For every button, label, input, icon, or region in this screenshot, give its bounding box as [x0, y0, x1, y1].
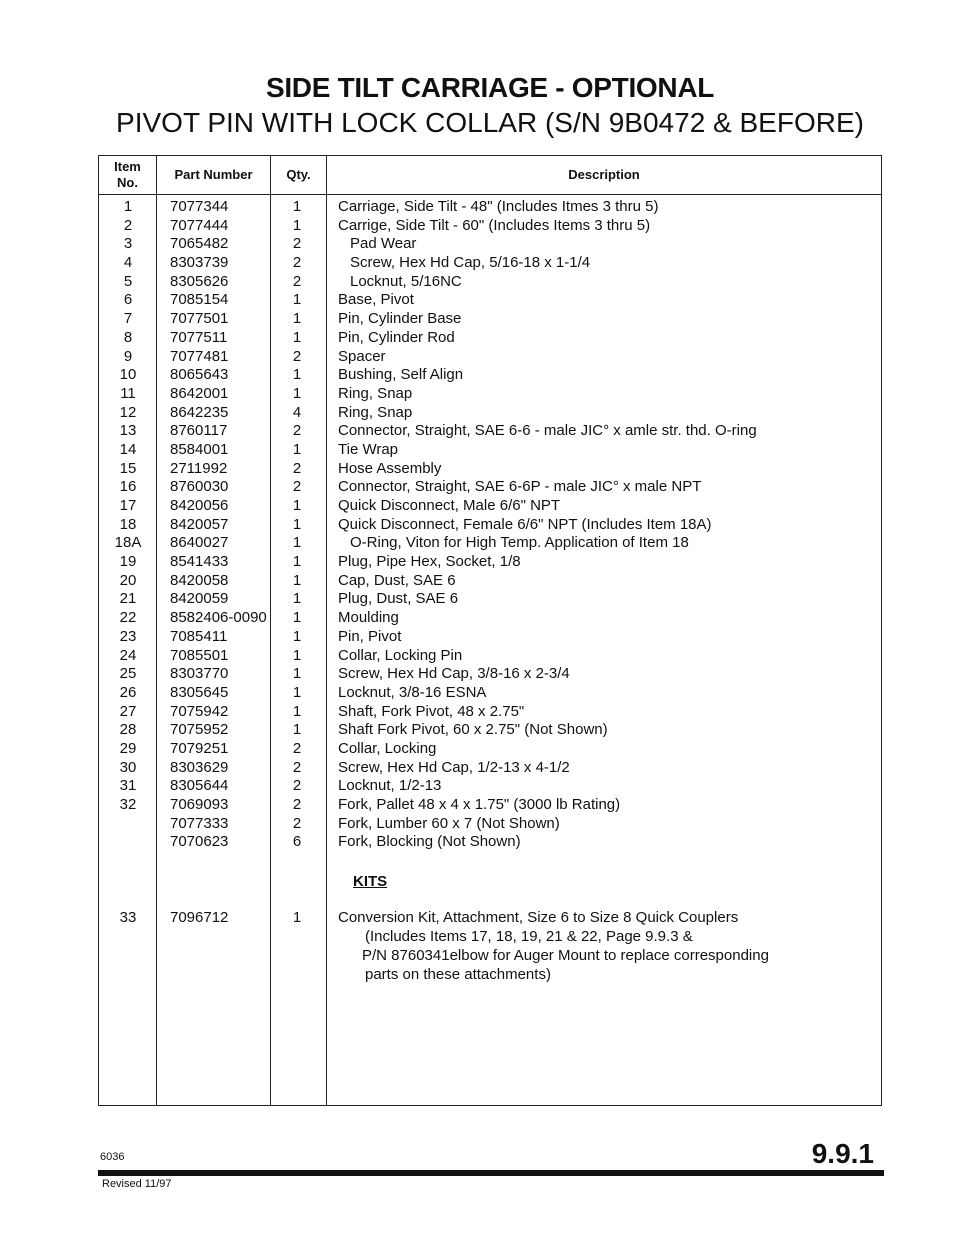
parts-table: [98, 155, 882, 1106]
part-number: 8303629: [170, 758, 229, 776]
item-no: 18: [119, 515, 137, 533]
item-no: 6: [123, 291, 133, 309]
table-row: [99, 235, 881, 254]
description: Fork, Pallet 48 x 4 x 1.75" (3000 lb Rating): [338, 796, 621, 813]
item-no: 13: [119, 422, 137, 440]
quantity: 1: [292, 440, 302, 458]
header-description: Description: [568, 167, 640, 182]
table-row: [99, 478, 881, 497]
part-number: 7096712: [170, 909, 229, 926]
description: Base, Pivot: [338, 291, 414, 309]
part-number: 8420057: [170, 515, 229, 533]
description: Fork, Blocking (Not Shown): [338, 833, 521, 851]
item-no: 21: [119, 590, 137, 608]
table-row: [99, 740, 881, 759]
part-number: 8582406-0090: [170, 609, 267, 627]
quantity: 2: [292, 814, 302, 832]
item-no: 15: [119, 459, 137, 477]
description: Bushing, Self Align: [338, 366, 464, 384]
description: Fork, Lumber 60 x 7 (Not Shown): [338, 814, 560, 832]
quantity: 1: [292, 909, 302, 926]
table-row: [99, 759, 881, 778]
quantity: 1: [292, 384, 302, 402]
quantity: 1: [292, 291, 302, 309]
table-row: [99, 497, 881, 516]
item-no: 7: [123, 310, 133, 328]
item-no: 9: [123, 347, 133, 365]
table-row: [99, 609, 881, 628]
quantity: 1: [292, 590, 302, 608]
description: Pin, Cylinder Rod: [338, 328, 455, 346]
description-continued: (Includes Items 17, 18, 19, 21 & 22, Page 9.9.3 &: [365, 928, 693, 945]
part-number: 8303770: [170, 665, 229, 683]
part-number: 8584001: [170, 440, 229, 458]
quantity: 1: [292, 553, 302, 571]
item-no: 4: [123, 254, 133, 272]
quantity: 1: [292, 571, 302, 589]
item-no: 28: [119, 721, 137, 739]
parts-rows: [99, 198, 881, 852]
description: Collar, Locking: [338, 739, 437, 757]
quantity: 1: [292, 683, 302, 701]
item-no: 31: [119, 777, 137, 795]
quantity: 1: [292, 627, 302, 645]
description: Locknut, 1/2-13: [338, 777, 442, 795]
table-row: [99, 329, 881, 348]
part-number: 7077481: [170, 347, 229, 365]
quantity: 1: [292, 721, 302, 739]
quantity: 1: [292, 216, 302, 234]
table-row: [99, 348, 881, 367]
header-part-number: Part Number: [174, 167, 253, 182]
table-row: [99, 460, 881, 479]
header-item-no: Item No.: [114, 159, 141, 190]
description: Quick Disconnect, Female 6/6" NPT (Includes Item 18A): [338, 515, 712, 533]
table-row: [99, 441, 881, 460]
description: Ring, Snap: [338, 384, 413, 402]
part-number: 8305626: [170, 272, 229, 290]
description: Cap, Dust, SAE 6: [338, 571, 456, 589]
item-no: 25: [119, 665, 137, 683]
description: Connector, Straight, SAE 6-6P - male JIC° x male NPT: [338, 478, 702, 496]
quantity: 1: [292, 646, 302, 664]
description: Carrige, Side Tilt - 60" (Includes Items 3 thru 5): [338, 216, 651, 234]
part-number: 8305645: [170, 683, 229, 701]
part-number: 8642001: [170, 384, 229, 402]
table-row: [99, 665, 881, 684]
page-number: 9.9.1: [811, 1138, 874, 1169]
table-row: [99, 404, 881, 423]
item-no: 20: [119, 571, 137, 589]
description: Moulding: [338, 609, 399, 627]
description: Connector, Straight, SAE 6-6 - male JIC° x amle str. thd. O-ring: [338, 422, 757, 440]
part-number: 8760117: [170, 422, 228, 440]
table-row: [99, 273, 881, 292]
table-row: [99, 684, 881, 703]
page-subtitle: PIVOT PIN WITH LOCK COLLAR (S/N 9B0472 & BEFORE): [116, 107, 864, 138]
kits-heading: KITS: [353, 873, 388, 890]
item-no: 27: [119, 702, 137, 720]
item-no: 5: [123, 272, 133, 290]
description: Plug, Pipe Hex, Socket, 1/8: [338, 553, 521, 571]
part-number: 7077501: [170, 310, 229, 328]
description-continued: parts on these attachments): [365, 966, 551, 983]
description: Pin, Pivot: [338, 627, 402, 645]
item-no: 12: [119, 403, 137, 421]
quantity: 6: [292, 833, 302, 851]
quantity: 1: [292, 702, 302, 720]
item-no: 22: [119, 609, 137, 627]
quantity: 2: [292, 796, 302, 813]
quantity: 1: [292, 534, 302, 552]
part-number: 2711992: [170, 459, 228, 477]
part-number: 8420056: [170, 497, 229, 514]
item-no: 23: [119, 627, 137, 645]
item-no: 10: [119, 366, 137, 384]
quantity: 1: [292, 515, 302, 533]
quantity: 1: [292, 328, 302, 346]
table-row: [99, 198, 881, 217]
quantity: 1: [292, 198, 302, 215]
quantity: 2: [292, 739, 302, 757]
revision-date: Revised 11/97: [102, 1178, 172, 1190]
table-row: [99, 385, 881, 404]
part-number: 7077344: [170, 198, 229, 215]
part-number: 8541433: [170, 553, 229, 571]
item-no: 3: [123, 235, 133, 253]
table-row: [99, 516, 881, 535]
description: Shaft Fork Pivot, 60 x 2.75" (Not Shown): [338, 721, 608, 739]
description: Collar, Locking Pin: [338, 646, 463, 664]
table-row: [99, 909, 881, 928]
part-number: 7077444: [170, 216, 229, 234]
description-continued: P/N 8760341elbow for Auger Mount to replace corresponding: [362, 947, 769, 964]
table-row: [99, 796, 881, 815]
item-no: 24: [119, 646, 137, 664]
table-row: [99, 628, 881, 647]
quantity: 2: [292, 272, 302, 290]
part-number: 8640027: [170, 534, 229, 552]
part-number: 7085154: [170, 291, 229, 309]
part-number: 7079251: [170, 739, 229, 757]
table-row: [99, 366, 881, 385]
part-number: 7070623: [170, 833, 229, 851]
part-number: 7069093: [170, 796, 229, 813]
description: Carriage, Side Tilt - 48" (Includes Itmes 3 thru 5): [338, 198, 659, 215]
quantity: 2: [292, 777, 302, 795]
description: Pin, Cylinder Base: [338, 310, 462, 328]
item-no: 26: [119, 683, 137, 701]
quantity: 1: [292, 497, 302, 514]
table-row: [99, 291, 881, 310]
quantity: 2: [292, 758, 302, 776]
part-number: 7085501: [170, 646, 229, 664]
part-number: 8760030: [170, 478, 229, 496]
part-number: 7075952: [170, 721, 229, 739]
quantity: 1: [292, 609, 302, 627]
header-divider: [99, 194, 881, 195]
quantity: 2: [292, 347, 302, 365]
part-number: 8303739: [170, 254, 229, 272]
table-row: [99, 422, 881, 441]
description: Quick Disconnect, Male 6/6" NPT: [338, 497, 561, 514]
description: O-Ring, Viton for High Temp. Application of Item 18: [350, 534, 689, 552]
part-number: 8420059: [170, 590, 229, 608]
quantity: 4: [292, 403, 302, 421]
item-no: 1: [123, 198, 133, 215]
part-number: 7077333: [170, 814, 229, 832]
quantity: 1: [292, 665, 302, 683]
part-number: 7065482: [170, 235, 229, 253]
description: Plug, Dust, SAE 6: [338, 590, 459, 608]
item-no: 11: [120, 384, 136, 402]
part-number: 8420058: [170, 571, 229, 589]
table-row: [99, 721, 881, 740]
item-no: 19: [119, 553, 137, 571]
description: Screw, Hex Hd Cap, 3/8-16 x 2-3/4: [338, 665, 570, 683]
footer-rule: [98, 1170, 884, 1176]
part-number: 7077511: [170, 328, 228, 346]
part-number: 8065643: [170, 366, 229, 384]
header-qty: Qty.: [286, 167, 311, 182]
quantity: 2: [292, 478, 302, 496]
part-number: 8305644: [170, 777, 229, 795]
table-row: [99, 815, 881, 834]
table-row: [99, 833, 881, 852]
item-no: 33: [119, 909, 137, 926]
table-row: [99, 553, 881, 572]
quantity: 2: [292, 459, 302, 477]
quantity: 2: [292, 235, 302, 253]
item-no: 14: [119, 440, 137, 458]
description: Screw, Hex Hd Cap, 1/2-13 x 4-1/2: [338, 758, 570, 776]
table-row: [99, 590, 881, 609]
item-no: 29: [119, 739, 137, 757]
item-no: 2: [123, 216, 133, 234]
item-no: 18A: [114, 534, 142, 552]
description: Screw, Hex Hd Cap, 5/16-18 x 1-1/4: [350, 254, 591, 272]
page-title: SIDE TILT CARRIAGE - OPTIONAL: [265, 72, 715, 103]
description: Shaft, Fork Pivot, 48 x 2.75": [338, 702, 525, 720]
item-no: 17: [119, 497, 137, 514]
item-no: 16: [119, 478, 137, 496]
part-number: 7075942: [170, 702, 229, 720]
part-number: 7085411: [170, 627, 228, 645]
description: Hose Assembly: [338, 459, 442, 477]
document-code: 6036: [100, 1151, 125, 1163]
item-no: 30: [119, 758, 137, 776]
description: Ring, Snap: [338, 403, 413, 421]
table-row: [99, 254, 881, 273]
description: Locknut, 5/16NC: [350, 272, 462, 290]
description: Locknut, 3/8-16 ESNA: [338, 683, 487, 701]
table-row: [99, 572, 881, 591]
description: Spacer: [338, 347, 386, 365]
quantity: 2: [292, 254, 302, 272]
quantity: 1: [292, 366, 302, 384]
table-row: [99, 647, 881, 666]
table-row: [99, 217, 881, 236]
quantity: 1: [292, 310, 302, 328]
description: Conversion Kit, Attachment, Size 6 to Size 8 Quick Couplers: [338, 909, 739, 926]
part-number: 8642235: [170, 403, 229, 421]
table-row: [99, 534, 881, 553]
description: Tie Wrap: [338, 440, 399, 458]
quantity: 2: [292, 422, 302, 440]
item-no: 32: [119, 796, 137, 813]
item-no: 8: [123, 328, 133, 346]
description: Pad Wear: [350, 235, 417, 253]
table-row: [99, 703, 881, 722]
table-row: [99, 777, 881, 796]
table-row: [99, 310, 881, 329]
